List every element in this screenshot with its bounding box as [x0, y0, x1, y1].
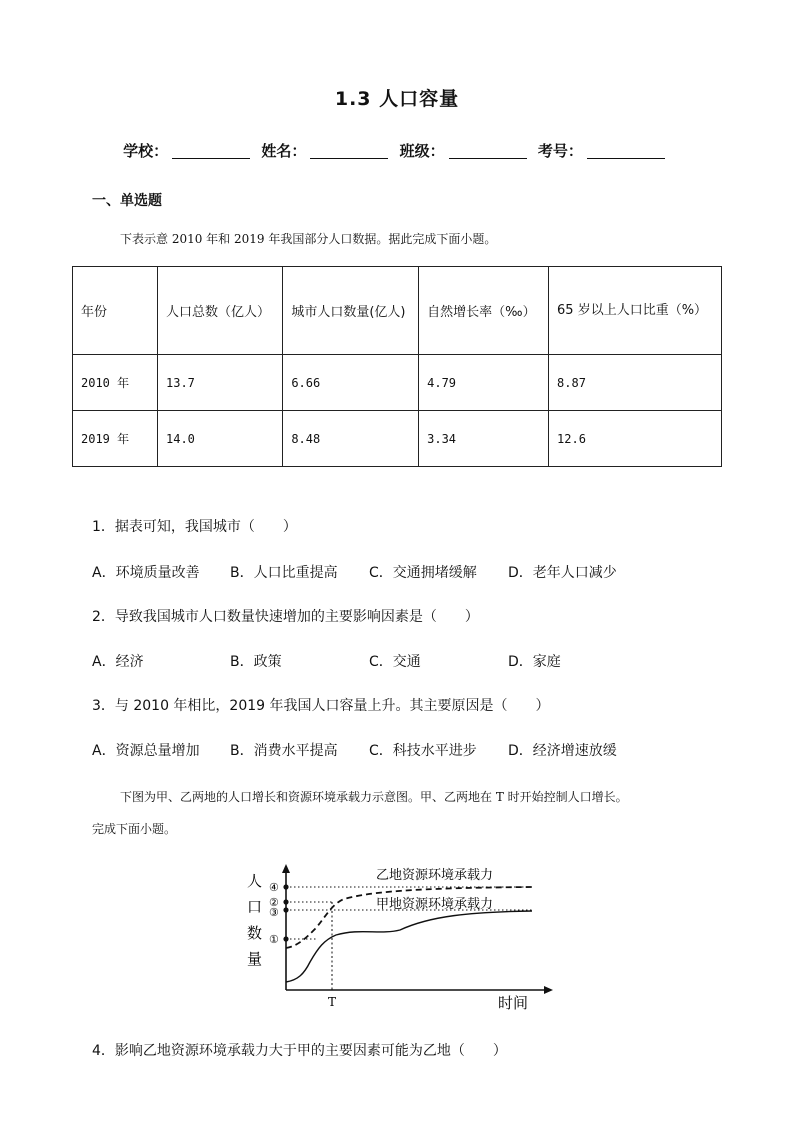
jia-population-curve: [286, 911, 532, 982]
level-dot: [283, 899, 288, 904]
x-axis-label: 时间: [498, 994, 529, 1012]
name-label: 姓名：: [261, 142, 307, 160]
section-heading: 一、单选题: [92, 193, 162, 209]
table-header-row: [73, 267, 722, 355]
option[interactable]: C．交通: [369, 654, 421, 670]
table-intro: 下表示意 2010 年和 2019 年我国部分人口数据。据此完成下面小题。: [120, 232, 497, 246]
number-blank[interactable]: [587, 144, 665, 159]
number-label: 考号：: [537, 142, 583, 160]
header-cell: 65 岁以上人口比重（%）: [549, 267, 722, 355]
option[interactable]: C．科技水平进步: [369, 743, 477, 759]
table-cell: 2019 年: [73, 411, 158, 467]
school-blank[interactable]: [172, 144, 250, 159]
table-cell: 3.34: [419, 411, 549, 467]
header-cell: 城市人口数量(亿人): [283, 267, 419, 355]
figure-intro-line1: 下图为甲、乙两地的人口增长和资源环境承载力示意图。甲、乙两地在 T 时开始控制人口增长。: [120, 790, 628, 804]
option[interactable]: B．政策: [230, 654, 282, 670]
question-stem: 4．影响乙地资源环境承载力大于甲的主要因素可能为乙地（ ）: [92, 1043, 507, 1059]
level-label: ④: [269, 881, 279, 894]
y-axis-label-char: 数: [247, 924, 263, 942]
level-dot: [283, 936, 288, 941]
class-label: 班级：: [399, 142, 445, 160]
level-label: ②: [269, 896, 279, 909]
school-label: 学校：: [123, 142, 169, 160]
table-cell: 6.66: [283, 355, 419, 411]
question-stem: 1．据表可知，我国城市（ ）: [92, 519, 297, 535]
name-blank[interactable]: [310, 144, 388, 159]
table-cell: 4.79: [419, 355, 549, 411]
option[interactable]: B．人口比重提高: [230, 565, 338, 581]
table-cell: 2010 年: [73, 355, 158, 411]
option[interactable]: B．消费水平提高: [230, 743, 338, 759]
x-axis-arrow-icon: [544, 986, 553, 994]
y-axis-label-char: 人: [247, 872, 263, 890]
option[interactable]: A．资源总量增加: [92, 743, 200, 759]
option[interactable]: A．经济: [92, 654, 144, 670]
t-label: T: [328, 995, 337, 1009]
level-label: ①: [269, 933, 279, 946]
table-cell: 8.87: [549, 355, 722, 411]
header-cell: 年份: [73, 267, 158, 355]
level-dot: [283, 907, 288, 912]
question-stem: 2．导致我国城市人口数量快速增加的主要影响因素是（ ）: [92, 609, 479, 625]
y-axis-label-char: 量: [247, 950, 263, 968]
population-table: [72, 266, 722, 467]
level-label: ③: [269, 906, 279, 919]
student-info-line: [0, 140, 794, 161]
page-title: 1.3 人口容量: [334, 88, 460, 110]
option[interactable]: A．环境质量改善: [92, 565, 200, 581]
option[interactable]: D．家庭: [508, 654, 561, 670]
jia-capacity-label: 甲地资源环境承载力: [376, 897, 494, 912]
class-blank[interactable]: [449, 144, 527, 159]
option[interactable]: C．交通拥堵缓解: [369, 565, 477, 581]
table-cell: 14.0: [158, 411, 283, 467]
header-cell: 自然增长率（‰）: [419, 267, 549, 355]
table-cell: 13.7: [158, 355, 283, 411]
question-stem: 3．与 2010 年相比，2019 年我国人口容量上升。其主要原因是（ ）: [92, 698, 550, 714]
yi-capacity-label: 乙地资源环境承载力: [376, 868, 494, 883]
header-cell: 人口总数（亿人）: [158, 267, 283, 355]
option[interactable]: D．老年人口减少: [508, 565, 617, 581]
y-axis-arrow-icon: [282, 864, 290, 873]
figure-intro-line2: 完成下面小题。: [92, 822, 177, 836]
table-row: [73, 411, 722, 467]
option[interactable]: D．经济增速放缓: [508, 743, 617, 759]
table-cell: 12.6: [549, 411, 722, 467]
level-dot: [283, 884, 288, 889]
table-cell: 8.48: [283, 411, 419, 467]
y-axis-label-char: 口: [247, 898, 263, 916]
table-row: [73, 355, 722, 411]
population-carrying-capacity-diagram: [240, 858, 570, 1016]
